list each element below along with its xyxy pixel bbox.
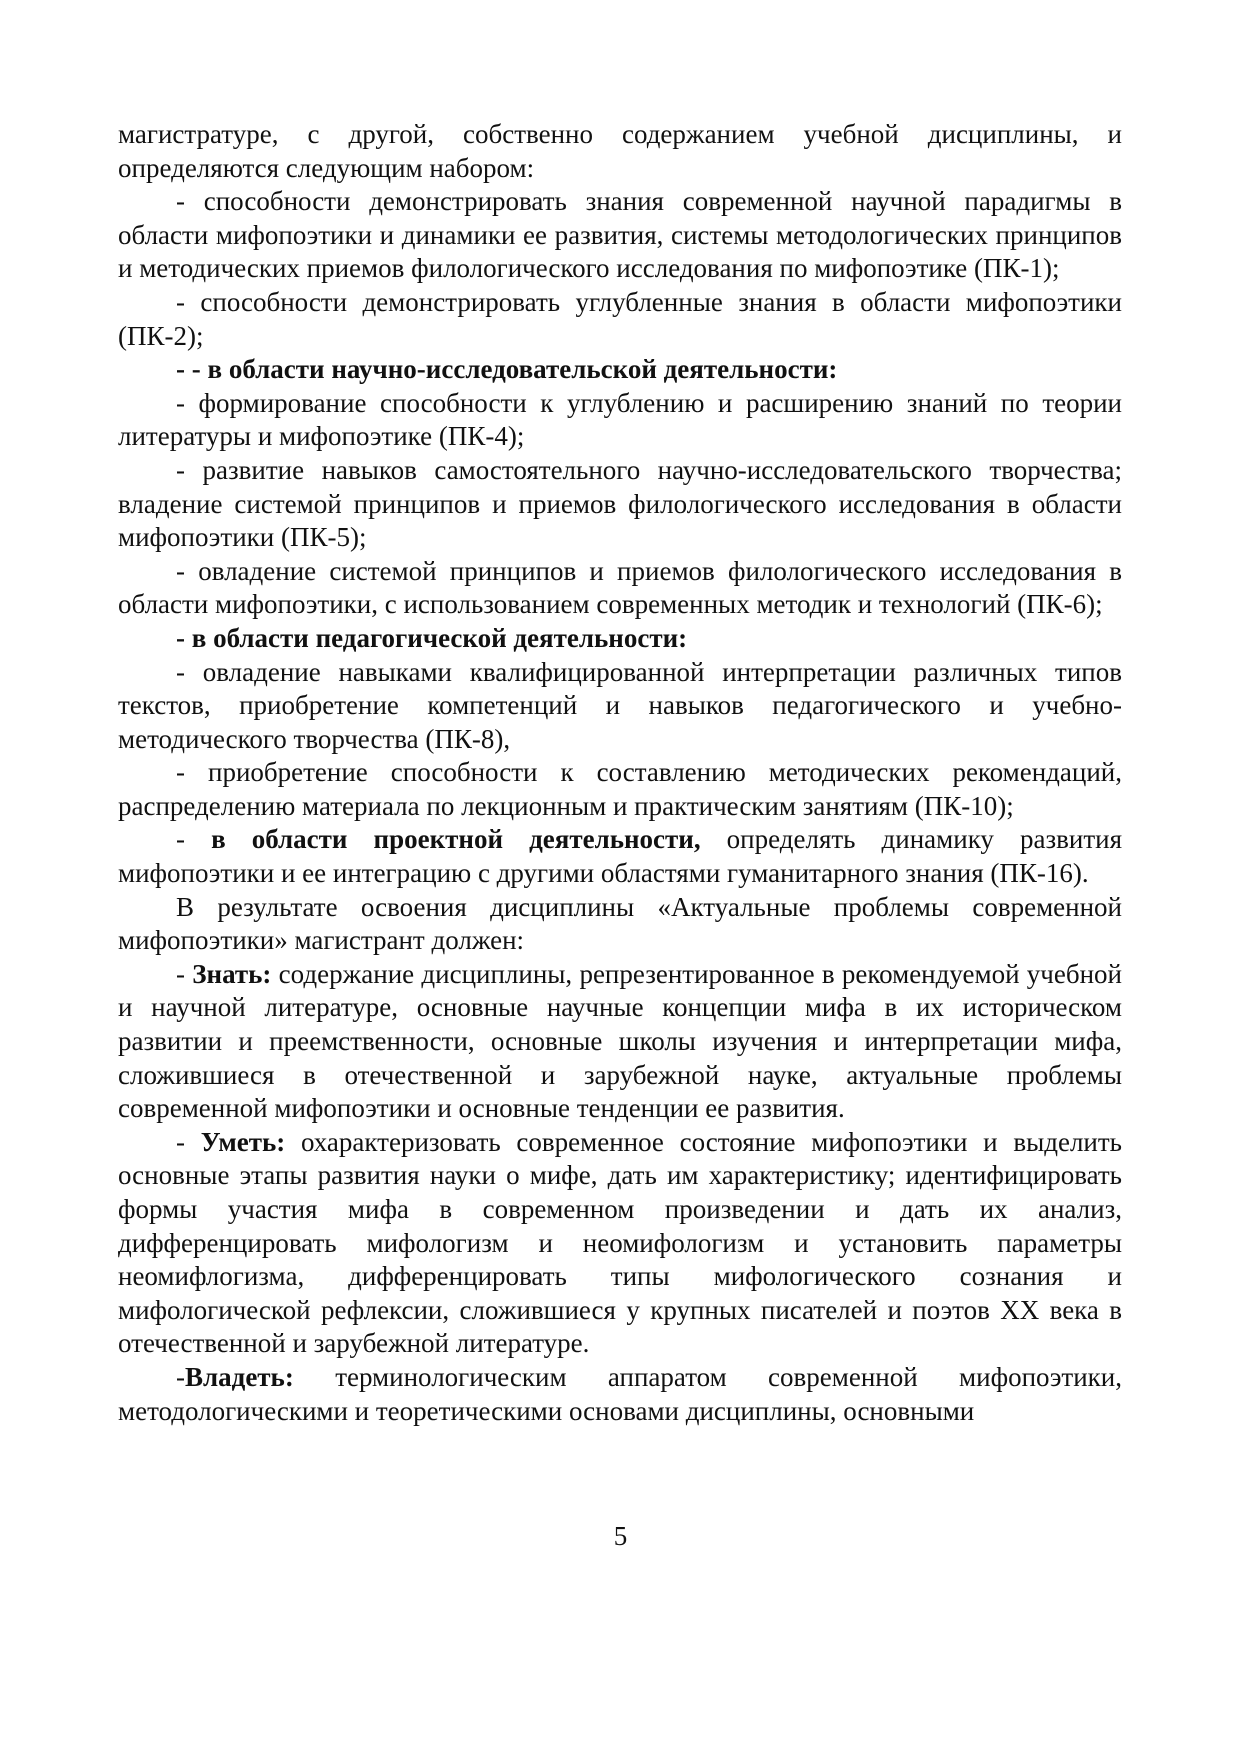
page-number: 5 [613, 1521, 628, 1551]
paragraph: - развитие навыков самостоятельного научно-исследовательского творчества; владение системой принципов и приемов филологического исследования в области мифопоэтики (ПК-5); [118, 454, 1122, 553]
paragraph: В результате освоения дисциплины «Актуальные проблемы современной мифопоэтики» магистрант должен: [118, 891, 1122, 956]
paragraph: - приобретение способности к составлению методических рекомендаций, распределению материала по лекционным и практическим занятиям (ПК-10); [118, 757, 1122, 821]
paragraph: - овладение системой принципов и приемов филологического исследования в области мифопоэтики, с использованием современных методик и технологий (ПК-6); [118, 555, 1122, 620]
paragraph-know: - Знать: содержание дисциплины, репрезентированное в рекомендуемой учебной и научной литературе, основные научные концепции мифа в их историческом развитии и преемственности, основные школы изучения и интерпретации мифа, сложившиеся в отечественной и зарубежной науке, актуальные проблемы современной мифопоэтики и основные тенденции ее развития. [118, 958, 1122, 1124]
paragraph: - способности демонстрировать углубленные знания в области мифопоэтики (ПК-2); [118, 286, 1122, 351]
paragraph-possess: -Владеть: терминологическим аппаратом современной мифопоэтики, методологическими и теоретическими основами дисциплины, основными [118, 1361, 1122, 1426]
paragraph: - формирование способности к углублению и расширению знаний по теории литературы и мифопоэтике (ПК-4); [118, 387, 1122, 452]
section-heading: - в области педагогической деятельности: [176, 622, 688, 653]
paragraph-can: - Уметь: охарактеризовать современное состояние мифопоэтики и выделить основные этапы развития науки о мифе, дать им характеристику; идентифицировать формы участия мифа в современном произведении и дать их анализ, дифференцировать мифологизм и неомифологизм и установить параметры неомифлогизма, дифференцировать типы мифологического сознания и мифологической рефлексии, сложившиеся у крупных писателей и поэтов XX века в отечественной и зарубежной литературе. [118, 1126, 1122, 1359]
section-heading: - - в области научно-исследовательской деятельности: [176, 354, 838, 385]
paragraph: - овладение навыками квалифицированной интерпретации различных типов текстов, приобретение компетенций и навыков педагогического и учебно-методического творчества (ПК-8), [118, 656, 1122, 754]
paragraph: магистратуре, с другой, собственно содержанием учебной дисциплины, и определяются следующим набором: [118, 119, 1122, 183]
body-text [118, 118, 1122, 1428]
paragraph: - в области проектной деятельности, определять динамику развития мифопоэтики и ее интеграцию с другими областями гуманитарного знания (ПК-16). [118, 824, 1123, 889]
paragraph: - способности демонстрировать знания современной научной парадигмы в области мифопоэтики и динамики ее развития, системы методологических принципов и методических приемов филологического исследования по мифопоэтике (ПК-1); [118, 186, 1122, 284]
